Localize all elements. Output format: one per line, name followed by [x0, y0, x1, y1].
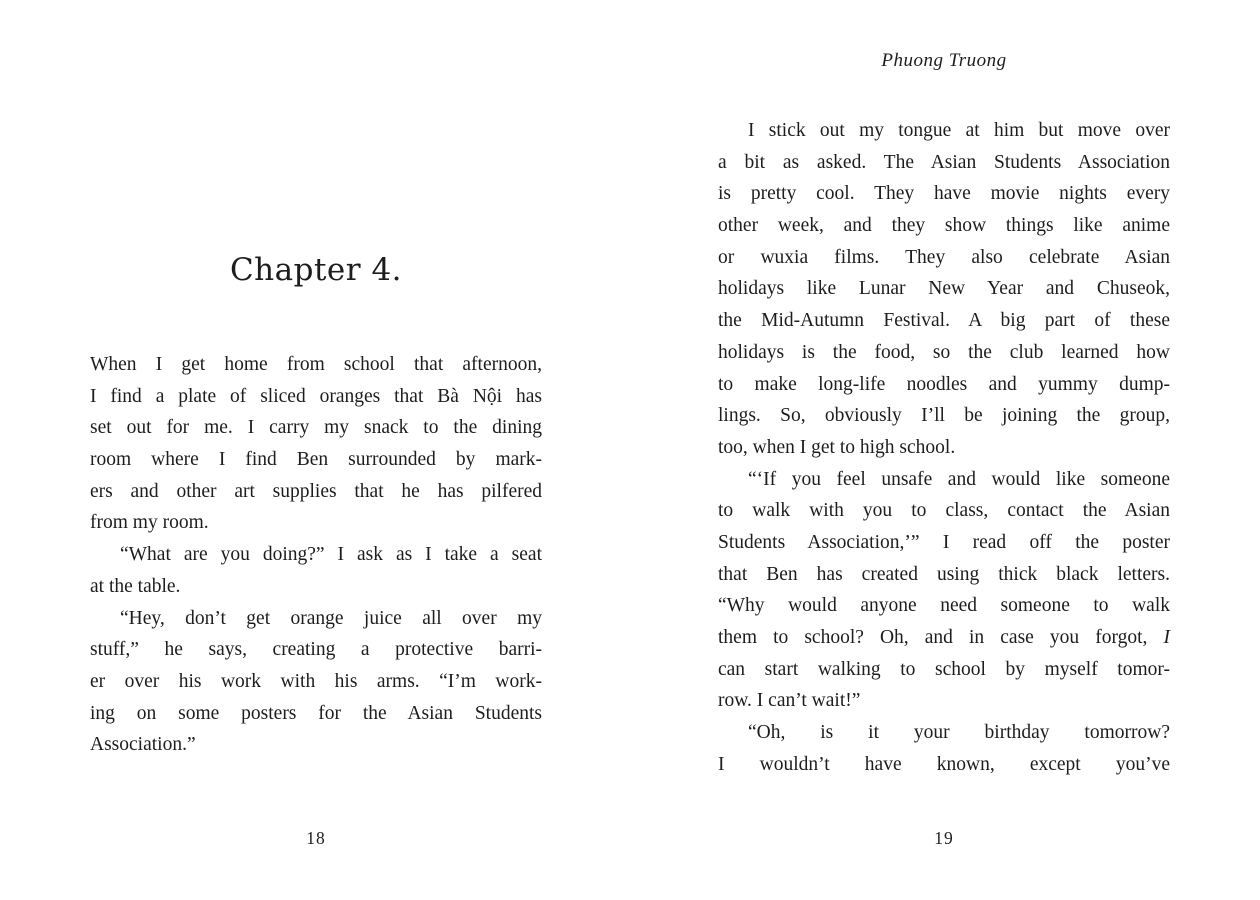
text-line: ers and other art supplies that he has pilfered: [90, 480, 542, 502]
text-line: ing on some posters for the Asian Students: [90, 702, 542, 724]
text-line: holidays is the food, so the club learned how: [718, 341, 1170, 363]
text-line: to walk with you to class, contact the Asian: [718, 500, 1170, 522]
text-line: the Mid-Autumn Festival. A big part of these: [718, 310, 1170, 332]
text-line: “Oh, is it your birthday tomorrow?: [748, 722, 1170, 744]
book-page-left: [90, 0, 542, 900]
text-line: I find a plate of sliced oranges that Bà Nội has: [90, 385, 542, 407]
text-line: Students Association,’” I read off the poster: [718, 531, 1170, 553]
text-line: lings. So, obviously I’ll be joining the group,: [718, 405, 1170, 427]
text-line: too, when I get to high school.: [718, 436, 956, 458]
running-header: Phuong Truong: [881, 50, 1007, 71]
page-number-left: 18: [306, 828, 326, 848]
text-line: that Ben has created using thick black letters.: [718, 563, 1170, 585]
left-page-body-text: [90, 349, 542, 761]
text-line: Association.”: [90, 734, 196, 756]
chapter-heading: Chapter 4.: [229, 252, 403, 288]
text-line: room where I find Ben surrounded by mark-: [90, 449, 542, 471]
text-line: is pretty cool. They have movie nights every: [718, 183, 1170, 205]
text-line: stuff,” he says, creating a protective barri-: [90, 639, 542, 661]
text-line: or wuxia films. They also celebrate Asian: [718, 246, 1170, 268]
text-line: set out for me. I carry my snack to the dining: [90, 417, 542, 439]
text-line: “What are you doing?” I ask as I take a seat: [120, 544, 542, 566]
page-number-right: 19: [934, 828, 954, 848]
text-line: other week, and they show things like anime: [718, 215, 1170, 237]
text-line: row. I can’t wait!”: [718, 690, 861, 712]
text-line: holidays like Lunar New Year and Chuseok,: [718, 278, 1170, 300]
text-line: a bit as asked. The Asian Students Association: [718, 151, 1170, 173]
right-page-body-text: [718, 115, 1170, 780]
text-line: from my room.: [90, 512, 209, 534]
text-line: them to school? Oh, and in case you forgot, I: [718, 627, 1170, 648]
text-line: “Hey, don’t get orange juice all over my: [120, 607, 542, 629]
text-line: can start walking to school by myself tomor-: [718, 658, 1170, 680]
text-line: I stick out my tongue at him but move over: [748, 120, 1170, 141]
text-line: When I get home from school that afternoon,: [90, 354, 542, 375]
text-line: er over his work with his arms. “I’m work-: [90, 670, 542, 692]
text-line: I wouldn’t have known, except you’ve: [718, 753, 1170, 775]
text-line: “‘If you feel unsafe and would like someone: [748, 468, 1170, 490]
text-line: at the table.: [90, 575, 181, 597]
book-page-right: [718, 0, 1170, 900]
text-line: to make long-life noodles and yummy dump-: [718, 373, 1170, 395]
text-line: “Why would anyone need someone to walk: [718, 595, 1170, 617]
